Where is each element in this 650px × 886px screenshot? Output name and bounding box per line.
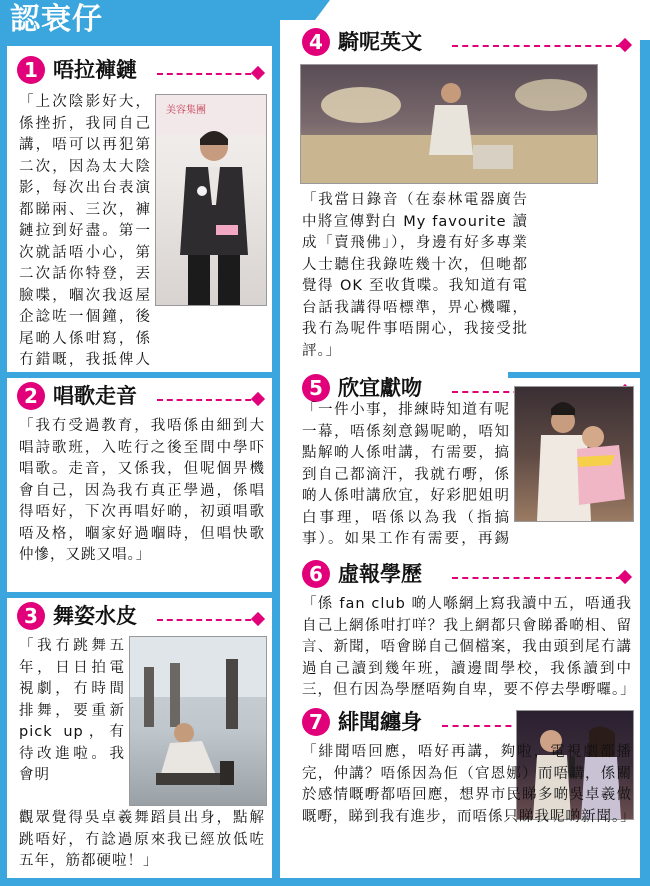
diamond-icon xyxy=(251,66,265,80)
section-title: 虛報學歷 xyxy=(338,562,422,586)
section-body-text: 「上次陰影好大，係挫折，我同自己講，唔可以再犯第二次，因為太大陰影，每次出台表演都睇兩、三次，褲鏈拉到好盡。第一次就話唔小心，第二次話你特登，丟臉喋，嗰次我返屋企諗咗一個鐘，後尾啲人係咁寫，係冇錯嘅，我抵俾人 xyxy=(19,94,151,368)
section-body-side-text: 「我冇跳舞五年，日日拍電視劇，冇時間排舞，要重新 pick up，有待改進啦。我會明 xyxy=(19,638,125,783)
section-body xyxy=(19,416,265,567)
section-header xyxy=(17,602,267,632)
section-header xyxy=(302,28,632,58)
section-6 xyxy=(280,552,640,702)
diamond-icon xyxy=(251,392,265,406)
section-header xyxy=(17,382,267,412)
section-body-continued xyxy=(19,808,265,873)
section-number-badge: 4 xyxy=(302,28,330,56)
section-header xyxy=(302,560,632,590)
section-number-badge: 6 xyxy=(302,560,330,588)
frame-mid xyxy=(272,40,280,886)
photo-dancer xyxy=(129,636,267,806)
section-body-text: 「一件小事，排練時知道有呢一幕，唔係刻意錫呢啲，唔知點解啲人係咁講，冇需要，搞到自己都滴汗，我就冇嘢，係啲人係咁講欣宜，好彩肥姐明白事理，唔係以為我（指搞事）。如果工作有需要，再錫 xyxy=(302,402,510,547)
section-number-badge: 1 xyxy=(17,56,45,84)
section-body xyxy=(19,636,125,787)
diamond-icon xyxy=(251,612,265,626)
frame-right-lower xyxy=(640,360,650,886)
diamond-icon xyxy=(618,570,632,584)
diamond-icon xyxy=(618,38,632,52)
section-header xyxy=(17,56,267,86)
section-body-text: 「緋聞唔回應，唔好再講，夠啦，電視劇都播完，仲講？唔係因為佢（官恩娜）而唔講，係關於感情嘅嘢都唔回應，想界市民睇多啲吳卓羲做嘅嘢，睇到我有進步，而唔係只睇我呢啲新聞。」 xyxy=(302,744,636,825)
section-number-badge: 2 xyxy=(17,382,45,410)
section-4-body xyxy=(280,20,640,372)
section-number-badge: 3 xyxy=(17,602,45,630)
section-body-text: 「係 fan club 啲人喺網上寫我讀中五，唔通我自己上網係咁打咩？我上網都只會睇番啲相、留言、新聞，唔會睇自己個檔案，我由頭到尾冇講過自己讀到幾年班，讀邊間學校，我係讀到中三，但冇因為學歷唔夠自卑，要不停去學嘢囉。」 xyxy=(302,596,636,698)
photo-couple-on-stage xyxy=(514,386,634,522)
section-title: 舞姿水皮 xyxy=(53,604,137,628)
frame-left xyxy=(0,40,7,886)
section-5 xyxy=(280,372,640,552)
section-body-full-text: 觀眾覺得吳卓羲舞蹈員出身，點解跳唔好，冇諗過原來我已經放低咗五年，筋都硬啦！」 xyxy=(19,810,265,869)
section-number-badge: 5 xyxy=(302,374,330,402)
section-body xyxy=(302,400,510,572)
section-title: 唔拉褲鏈 xyxy=(53,58,137,82)
section-body xyxy=(302,190,528,362)
section-title: 緋聞纏身 xyxy=(338,710,422,734)
section-body-text: 「我當日錄音（在泰林電器廣告中將宣傳對白 My favourite 讀成「賣飛佛」），身邊有好多專業人士聽住我錄咗幾十次，但哋都覺得 OK 至收貨喋。我知道有電台話我講得唔標準，畀心機囉，我冇為呢件事唔開心，我接受批評。」 xyxy=(302,192,528,359)
section-body-text: 「我冇受過教育，我唔係由細到大唱詩歌班，入咗行之後至間中學吓唱歌。走音，又係我，但呢個畀機會自己，因為我冇真正學過，係唱得唔好，下次再唱好啲，初頭唱歌唔及格，嗰家好過嗰時，但唱快歌仲慘，又跳又唱。」 xyxy=(19,418,265,563)
photo-man-in-suit xyxy=(155,94,267,306)
page-header xyxy=(0,0,300,40)
photo-stage-performer xyxy=(300,64,598,184)
section-title: 欣宜獻吻 xyxy=(338,376,422,400)
section-number-badge: 7 xyxy=(302,708,330,736)
page-title: 認衰仔 xyxy=(10,2,103,37)
svg-text:美容集團: 美容集團 xyxy=(166,105,206,116)
section-3 xyxy=(7,592,272,878)
section-header xyxy=(302,708,522,738)
section-2 xyxy=(7,372,272,592)
frame-bottom xyxy=(0,878,650,886)
section-title: 唱歌走音 xyxy=(53,384,137,408)
section-title: 騎呢英文 xyxy=(338,30,422,54)
section-1 xyxy=(7,46,272,372)
section-7 xyxy=(280,702,640,878)
section-body xyxy=(19,92,151,368)
section-body xyxy=(302,594,636,702)
section-body xyxy=(302,742,636,828)
